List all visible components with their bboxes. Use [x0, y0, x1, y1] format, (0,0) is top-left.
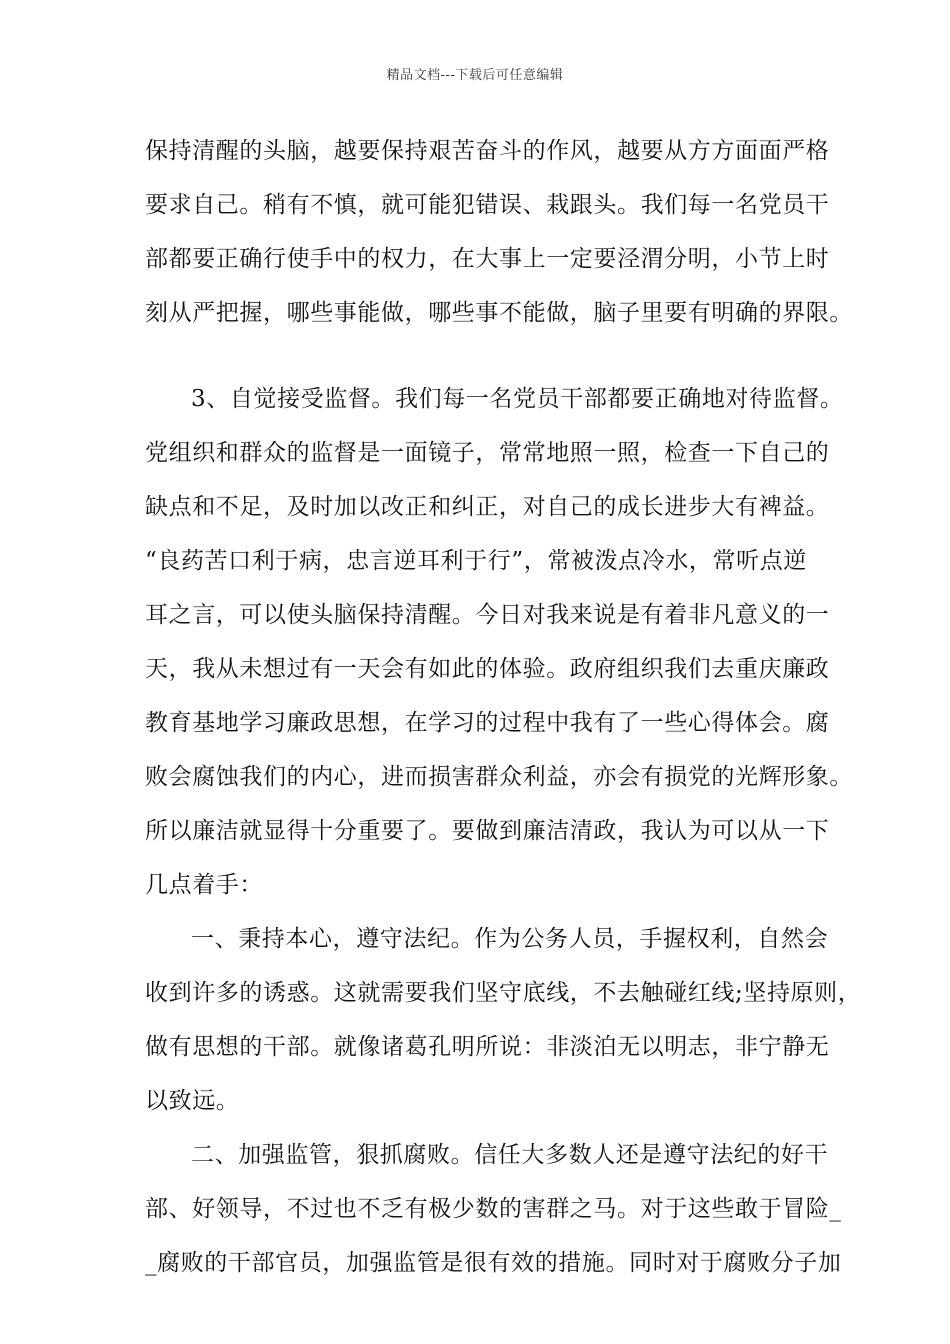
text-line: 部、好领导，不过也不乏有极少数的害群之马。对于这些敢于冒险_	[145, 1196, 842, 1222]
text-line: 教育基地学习廉政思想，在学习的过程中我有了一些心得体会。腐	[145, 710, 830, 736]
text-line: 所以廉洁就显得十分重要了。要做到廉洁清政，我认为可以从一下	[145, 818, 830, 844]
text-line: 以致远。	[145, 1088, 240, 1114]
text-line: 一、秉持本心，遵守法纪。作为公务人员，手握权利，自然会	[191, 926, 829, 952]
paragraph	[145, 1128, 842, 1290]
text-line: _腐败的干部官员，加强监管是很有效的措施。同时对于腐败分子加	[145, 1250, 842, 1276]
text-line: 做有思想的干部。就像诸葛孔明所说：非淡泊无以明志，非宁静无	[145, 1034, 830, 1060]
text-line: 保持清醒的头脑，越要保持艰苦奋斗的作风，越要从方方面面严格	[145, 138, 830, 164]
text-line: 缺点和不足，及时加以改正和纠正，对自己的成长进步大有裨益。	[145, 494, 830, 520]
text-line: 败会腐蚀我们的内心，进而损害群众利益，亦会有损党的光辉形象。	[145, 764, 853, 790]
paragraph	[145, 372, 853, 912]
text-line: 天，我从未想过有一天会有如此的体验。政府组织我们去重庆廉政	[145, 656, 830, 682]
text-line: 刻从严把握，哪些事能做，哪些事不能做，脑子里要有明确的界限。	[145, 300, 853, 326]
text-line: 党组织和群众的监督是一面镜子，常常地照一照，检查一下自己的	[145, 440, 830, 466]
text-line: 3、自觉接受监督。我们每一名党员干部都要正确地对待监督。	[191, 386, 844, 412]
paragraph	[145, 912, 862, 1128]
text-line: 耳之言，可以使头脑保持清醒。今日对我来说是有着非凡意义的一	[145, 602, 830, 628]
text-line: 部都要正确行使手中的权力，在大事上一定要泾渭分明，小节上时	[145, 246, 830, 272]
text-line: 收到许多的诱惑。这就需要我们坚守底线，不去触碰红线;坚持原则，	[145, 980, 862, 1006]
text-line: “良药苦口利于病，忠言逆耳利于行”，常被泼点冷水，常听点逆	[145, 548, 807, 574]
text-line: 二、加强监管，狠抓腐败。信任大多数人还是遵守法纪的好干	[191, 1142, 829, 1168]
page-header: 精品文档---下载后可任意编辑	[386, 68, 564, 83]
paragraph	[145, 124, 853, 340]
text-line: 几点着手：	[145, 872, 263, 898]
text-line: 要求自己。稍有不慎，就可能犯错误、栽跟头。我们每一名党员干	[145, 192, 830, 218]
